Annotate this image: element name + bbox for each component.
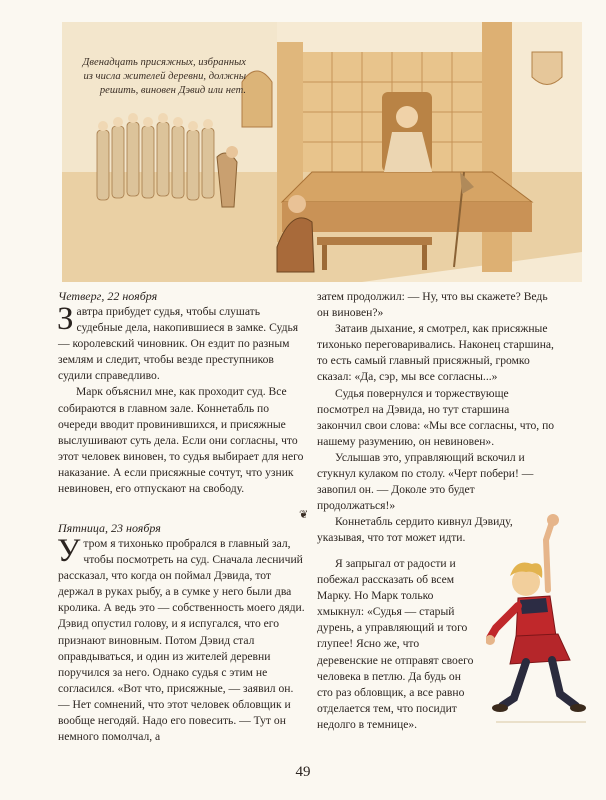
- illustration-caption: Двенадцать присяжных, избранных из числа жителей деревни, должны решить, виновен Дэвид или нет.: [82, 57, 246, 96]
- entry-thursday-paragraph-1: [57, 301, 306, 384]
- right-paragraph-6: Я запрыгал от радости и побежал рассказать об всем Марку. Но Марк только хмыкнул: «Судья — старый дурень, а управляющий и того глупее! Ясно же, что деревенские не отправят своего человека в петлю. Да будь он сто раз обловщик, а все равно отделается тем, что посидит недолго в темнице».: [317, 557, 474, 731]
- right-paragraph-5: Коннетабль сердито кивнул Дэвиду, указывая, что тот может идти.: [317, 515, 513, 545]
- entry-date-thursday: Четверг, 22 ноября: [58, 289, 158, 303]
- drop-cap: У: [57, 533, 81, 569]
- right-column-narrow: [317, 556, 477, 733]
- right-paragraph-3: Судья повернулся и торжествующе посмотрел на Дэвида, но тут старшина закончил свои слова: «Мы все согласны, что, по нашему разумению, он невиновен».: [317, 386, 555, 448]
- right-paragraph-4: Услышав это, управляющий вскочил и стукнул кулаком по столу. «Черт побери! — завопил он. — Доколе это будет продолжаться!»: [317, 450, 534, 513]
- entry-date-friday: Пятница, 23 ноября: [58, 521, 161, 535]
- jumping-boy-illustration: [486, 510, 596, 730]
- entry-thursday-paragraph-2: Марк объяснил мне, как проходит суд. Все собираются в главном зале. Коннетабль по очереди вводит провинившихся, и присяжные выслушивают суть дела. Если они согласны, что этот человек виновен, то судья выбирает для него наказание. А если присяжные сочтут, что узник невиновен, его отпускают на свободу.: [58, 385, 304, 496]
- paragraph-text: тром я тихонько пробрался в главный зал, чтобы посмотреть на суд. Сначала лесничий рассказал, что когда он поймал Дэвида, тот держал в руках рыбу, а в сумке у него были два кролика. А ведь это — собственность моего дяди. Дэвид опустил голову, и я испугался, что его признают виновным. Потом Дэвид стал оправдываться, и один из жителей деревни поручился за него. Однако судья с этим не согласился. «Вот что, присяжные, — заявил он. — Нет сомнений, что этот человек обловщик и вообще негодяй. Надо его повесить. — Тут он немного помолчал, а: [58, 537, 305, 744]
- drop-cap: З: [57, 301, 74, 337]
- right-column: [317, 289, 555, 547]
- fleuron-ornament-icon: ❦: [299, 509, 309, 521]
- right-paragraph-1: затем продолжил: — Ну, что вы скажете? Ведь он виновен?»: [317, 290, 548, 320]
- left-column-second-entry: [58, 520, 306, 745]
- entry-friday-paragraph-1: [57, 533, 306, 745]
- page-number: 49: [295, 764, 311, 780]
- left-column: [58, 288, 306, 497]
- paragraph-text: автра прибудет судья, чтобы слушать судебные дела, накопившиеся в замке. Судья — королевский чиновник. Он ездит по разным землям и следит, чтобы везде преступников судили справедливо.: [58, 305, 299, 383]
- right-paragraph-2: Затаив дыхание, я смотрел, как присяжные тихонько переговаривались. Наконец старшина, то есть самый главный присяжный, громко сказал: «Да, сэр, мы все согласны...»: [317, 322, 554, 384]
